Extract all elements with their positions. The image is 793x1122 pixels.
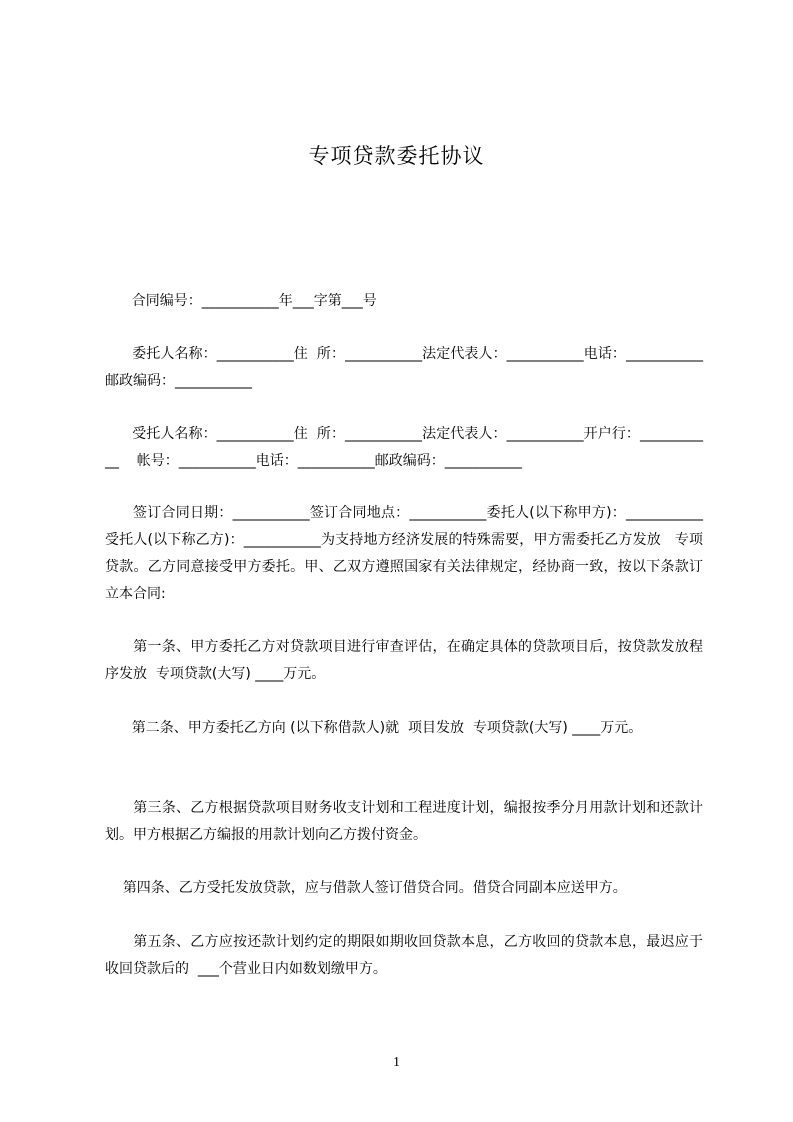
article-1-paragraph: 第一条、甲方委托乙方对贷款项目进行审查评估，在确定具体的贷款项目后，按贷款发放程序发放 专项贷款(大写) ____万元。 <box>105 639 704 682</box>
signing-info-paragraph: 签订合同日期：___________签订合同地点：___________委托人(以下称甲方)：___________受托人(以下称乙方)：___________为支持地方经济发展的特殊需要，甲方需委托乙方发放 专项贷款。乙方同意接受甲方委托。甲、乙双方遵照国家有关法律规定，经协商一致，按以下条款订立本合同: <box>105 505 703 602</box>
page-number: 1 <box>393 1055 400 1070</box>
contract-number-line: 合同编号：___________年___字第___号 <box>105 293 377 309</box>
article-5-paragraph: 第五条、乙方应按还款计划约定的期限如期收回贷款本息，乙方收回的贷款本息，最迟应于收回贷款后的 ___个营业日内如数划缴甲方。 <box>105 934 704 977</box>
document-title: 专项贷款委托协议 <box>308 144 485 168</box>
article-4-paragraph: 第四条、乙方受托发放贷款，应与借款人签订借贷合同。借贷合同副本应送甲方。 <box>105 880 627 896</box>
agent-info-paragraph: 受托人名称：___________住 所：___________法定代表人：___________开户行：___________ 帐号：___________电话：___________邮政编码：___________ <box>105 426 703 469</box>
article-3-paragraph: 第三条、乙方根据贷款项目财务收支计划和工程进度计划，编报按季分月用款计划和还款计划。甲方根据乙方编报的用款计划向乙方拨付资金。 <box>105 800 704 843</box>
principal-info-paragraph: 委托人名称：___________住 所：___________法定代表人：___________电话：___________邮政编码：___________ <box>105 346 703 389</box>
article-2-paragraph: 第二条、甲方委托乙方向 (以下称借款人)就 项目发放 专项贷款(大写) ____万元。 <box>105 720 643 736</box>
